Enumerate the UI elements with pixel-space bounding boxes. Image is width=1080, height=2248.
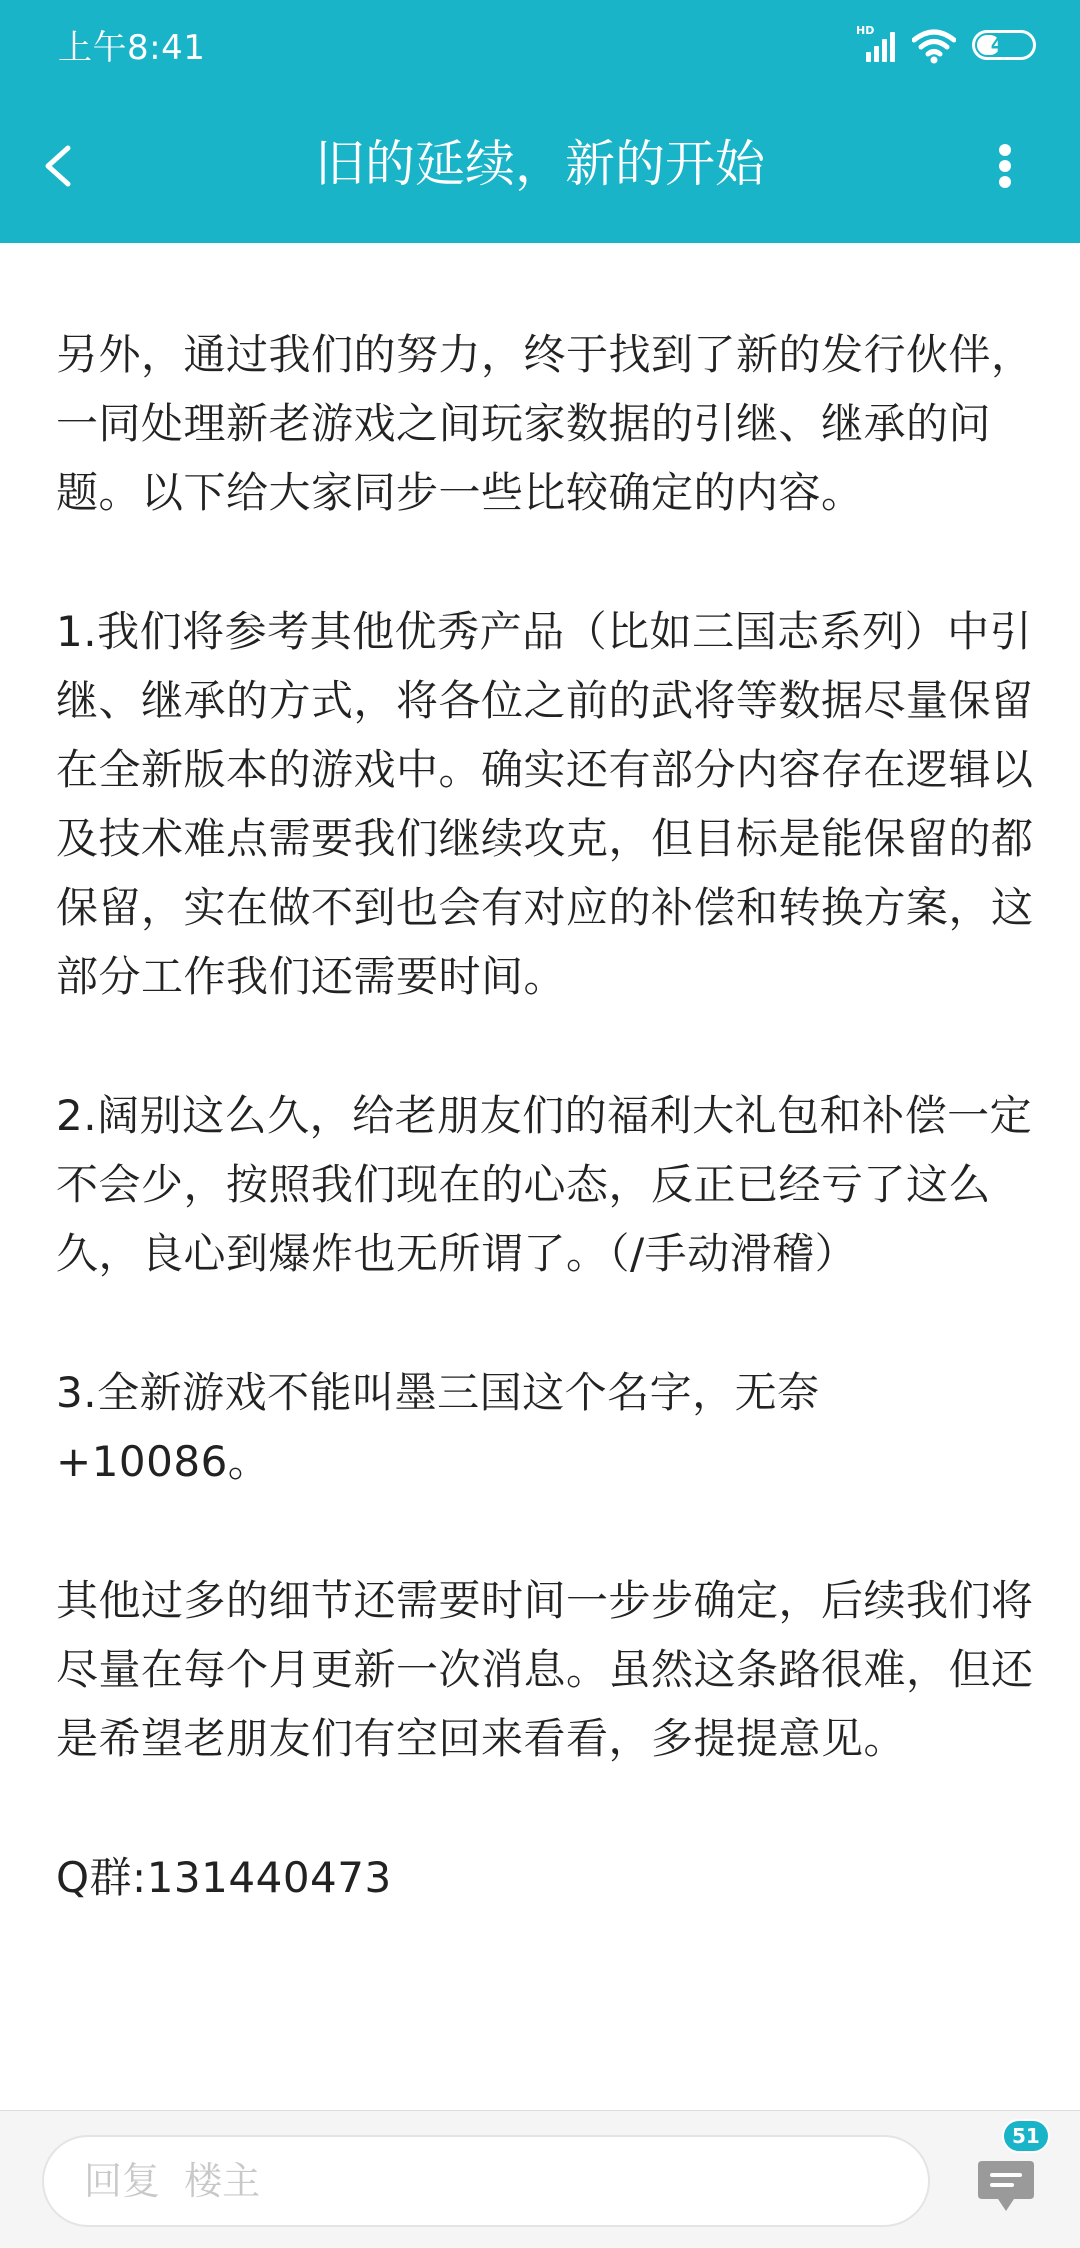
status-bar bbox=[0, 0, 1080, 96]
signal-icon bbox=[856, 24, 898, 62]
battery-icon bbox=[972, 30, 1036, 60]
post-paragraph: 其他过多的细节还需要时间一步步确定，后续我们将尽量在每个月更新一次消息。虽然这条路很难，但还是希望老朋友们有空回来看看，多提提意见。 bbox=[56, 1576, 1034, 1763]
more-vertical-icon bbox=[999, 176, 1011, 188]
wifi-icon bbox=[912, 28, 956, 64]
back-button[interactable] bbox=[30, 126, 90, 206]
chevron-left-icon bbox=[30, 126, 90, 206]
post-paragraph: 2.阔别这么久，给老朋友们的福利大礼包和补偿一定不会少，按照我们现在的心态，反正已经亏了这么久，良心到爆炸也无所谓了。（/手动滑稽） bbox=[56, 1091, 1033, 1278]
signal-hd-label: HD bbox=[856, 24, 875, 37]
signal-bar bbox=[890, 32, 895, 62]
battery-level-text: 42 bbox=[990, 34, 1018, 56]
more-vertical-icon bbox=[999, 160, 1011, 172]
post-content bbox=[56, 320, 1036, 1982]
app-header bbox=[0, 0, 1080, 243]
signal-bar bbox=[882, 39, 887, 62]
post-paragraph: 另外，通过我们的努力，终于找到了新的发行伙伴，一同处理新老游戏之间玩家数据的引继、继承的问题。以下给大家同步一些比较确定的内容。 bbox=[56, 330, 1034, 517]
more-options-button[interactable] bbox=[980, 126, 1030, 206]
more-vertical-icon bbox=[999, 144, 1011, 156]
post-paragraph: 1.我们将参考其他优秀产品（比如三国志系列）中引继、继承的方式，将各位之前的武将等数据尽量保留在全新版本的游戏中。确实还有部分内容存在逻辑以及技术难点需要我们继续攻克，但目标是能保留的都保留，实在做不到也会有对应的补偿和转换方案，这部分工作我们还需要时间。 bbox=[56, 607, 1034, 1001]
comments-button[interactable] bbox=[974, 2153, 1038, 2219]
page-title: 旧的延续，新的开始 bbox=[315, 135, 765, 193]
status-time: 上午8:41 bbox=[58, 28, 206, 68]
comment-count-badge: 51 bbox=[1002, 2119, 1050, 2153]
comment-icon bbox=[974, 2153, 1038, 2219]
signal-bar bbox=[866, 52, 871, 62]
post-paragraph: 3.全新游戏不能叫墨三国这个名字，无奈 +10086。 bbox=[56, 1368, 820, 1486]
reply-input[interactable] bbox=[42, 2135, 930, 2227]
qq-group-number: Q群:131440473 bbox=[56, 1853, 392, 1902]
reply-bar bbox=[0, 2110, 1080, 2248]
signal-bar bbox=[874, 46, 879, 62]
